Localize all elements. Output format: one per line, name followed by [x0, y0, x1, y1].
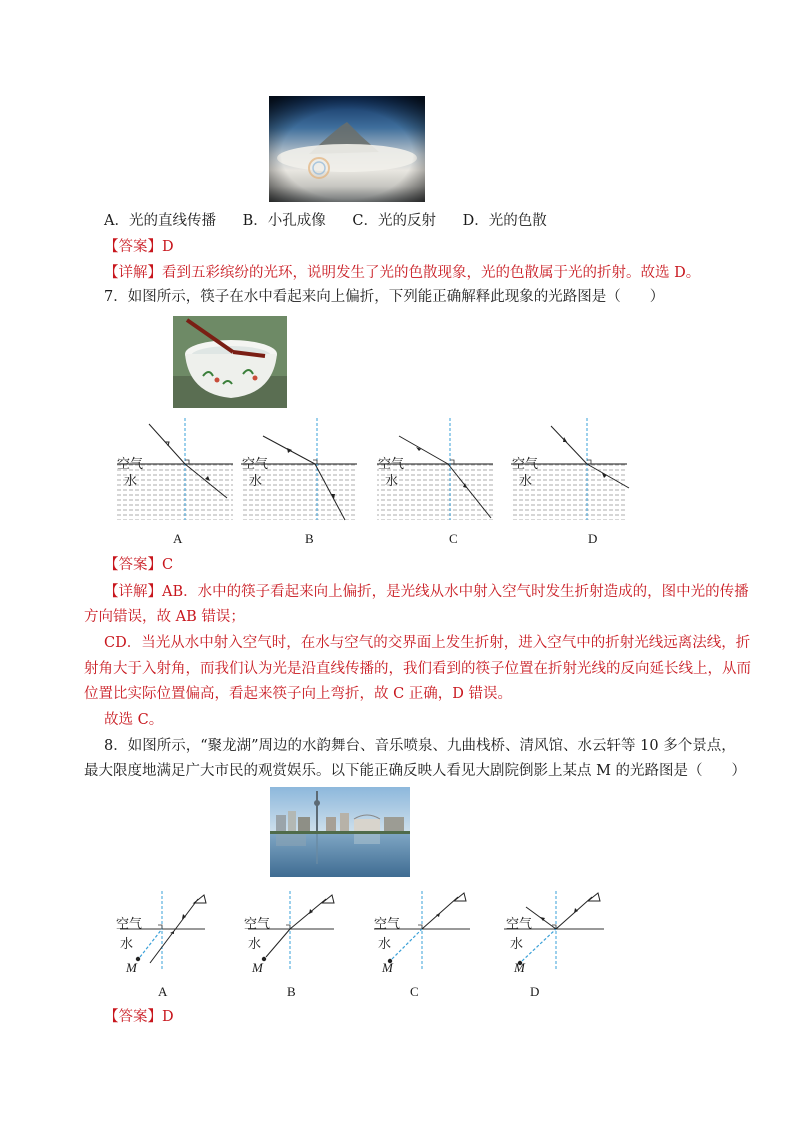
- q7-c-air-label: 空气: [378, 456, 405, 471]
- answer-value: D: [162, 239, 174, 255]
- q8-stem-1: 8．如图所示，“聚龙湖”周边的水韵舞台、音乐喷泉、九曲栈桥、清风馆、水云轩等 10 多个景点，: [104, 738, 736, 754]
- q7-detail-4: 射角大于入射角，而我们认为光是沿直线传播的，我们看到的筷子位置在折射光线的反向延长线上，从而: [84, 661, 751, 677]
- q8-photo: [270, 787, 410, 877]
- q7-diagrams: [105, 418, 655, 554]
- q7-detail-5: 位置比实际位置偏高，看起来筷子向上弯折，故 C 正确，D 错误。: [84, 686, 513, 702]
- q7-photo-art: [173, 316, 287, 408]
- q6-photo: [269, 96, 425, 202]
- q7-stem: 7．如图所示，筷子在水中看起来向上偏折，下列能正确解释此现象的光路图是（ ）: [104, 289, 665, 305]
- q7-b-water-label: 水: [249, 473, 263, 488]
- q7-a-air-label: 空气: [117, 456, 144, 471]
- q7-c-water-label: 水: [385, 473, 399, 488]
- q7-photo: [173, 316, 287, 408]
- q8-c-water-label: 水: [378, 936, 392, 951]
- q7-answer: [104, 555, 173, 575]
- q7-label-c: C: [449, 531, 458, 546]
- q7-d-air-label: 空气: [512, 456, 539, 471]
- q6-photo-art: [269, 96, 425, 202]
- q8-b-m-label: M: [252, 960, 263, 975]
- detail-tag: 【详解】: [104, 584, 162, 600]
- q7-conclusion: 故选 C。: [104, 712, 164, 728]
- q6-option-d: D．光的色散: [462, 213, 547, 229]
- q8-label-b: B: [287, 984, 296, 999]
- detail-text: 看到五彩缤纷的光环，说明发生了光的色散现象，光的色散属于光的折射。故选 D。: [162, 265, 701, 281]
- q7-label-b: B: [305, 531, 314, 546]
- detail-tag: 【详解】: [104, 265, 162, 281]
- q8-label-c: C: [410, 984, 419, 999]
- q7-label-d: D: [588, 531, 598, 546]
- q8-label-d: D: [530, 984, 540, 999]
- q7-detail-2: 方向错误，故 AB 错误；: [84, 609, 245, 625]
- q8-c-air-label: 空气: [374, 916, 401, 931]
- q8-a-water-label: 水: [120, 936, 134, 951]
- q8-a-air-label: 空气: [116, 916, 143, 931]
- q6-options: [104, 211, 547, 231]
- answer-tag: 【答案】: [104, 557, 162, 573]
- q6-option-c: C．光的反射: [352, 213, 436, 229]
- q8-answer: [104, 1007, 174, 1027]
- q8-stem-2: 最大限度地满足广大市民的观赏娱乐。以下能正确反映人看见大剧院倒影上某点 M 的光路图是（ ）: [84, 763, 747, 779]
- q7-b-air-label: 空气: [242, 456, 269, 471]
- q6-option-b: B．小孔成像: [242, 213, 326, 229]
- q8-d-m-label: M: [514, 960, 525, 975]
- q7-detail-1: 【详解】AB．水中的筷子看起来向上偏折，是光线从水中射入空气时发生折射造成的，图中光的传播: [104, 584, 749, 600]
- q8-diagrams: [110, 885, 610, 985]
- q8-c-m-label: M: [382, 960, 393, 975]
- answer-tag: 【答案】: [104, 1009, 162, 1025]
- q8-photo-art: [270, 787, 410, 877]
- q7-label-a: A: [173, 531, 183, 546]
- q8-a-m-label: M: [126, 960, 137, 975]
- q8-label-a: A: [158, 984, 168, 999]
- q8-b-air-label: 空气: [244, 916, 271, 931]
- answer-value: C: [162, 557, 174, 573]
- q7-detail-3: CD．当光从水中射入空气时，在水与空气的交界面上发生折射，进入空气中的折射光线远离法线，折: [104, 635, 751, 651]
- q7-d-water-label: 水: [519, 473, 533, 488]
- q8-d-air-label: 空气: [506, 916, 533, 931]
- q6-detail: [104, 263, 700, 283]
- q6-option-a: A．光的直线传播: [104, 213, 216, 229]
- q7-a-water-label: 水: [124, 473, 138, 488]
- q6-answer: [104, 237, 174, 257]
- answer-tag: 【答案】: [104, 239, 162, 255]
- answer-value: D: [162, 1009, 174, 1025]
- q8-b-water-label: 水: [248, 936, 262, 951]
- q8-d-water-label: 水: [510, 936, 524, 951]
